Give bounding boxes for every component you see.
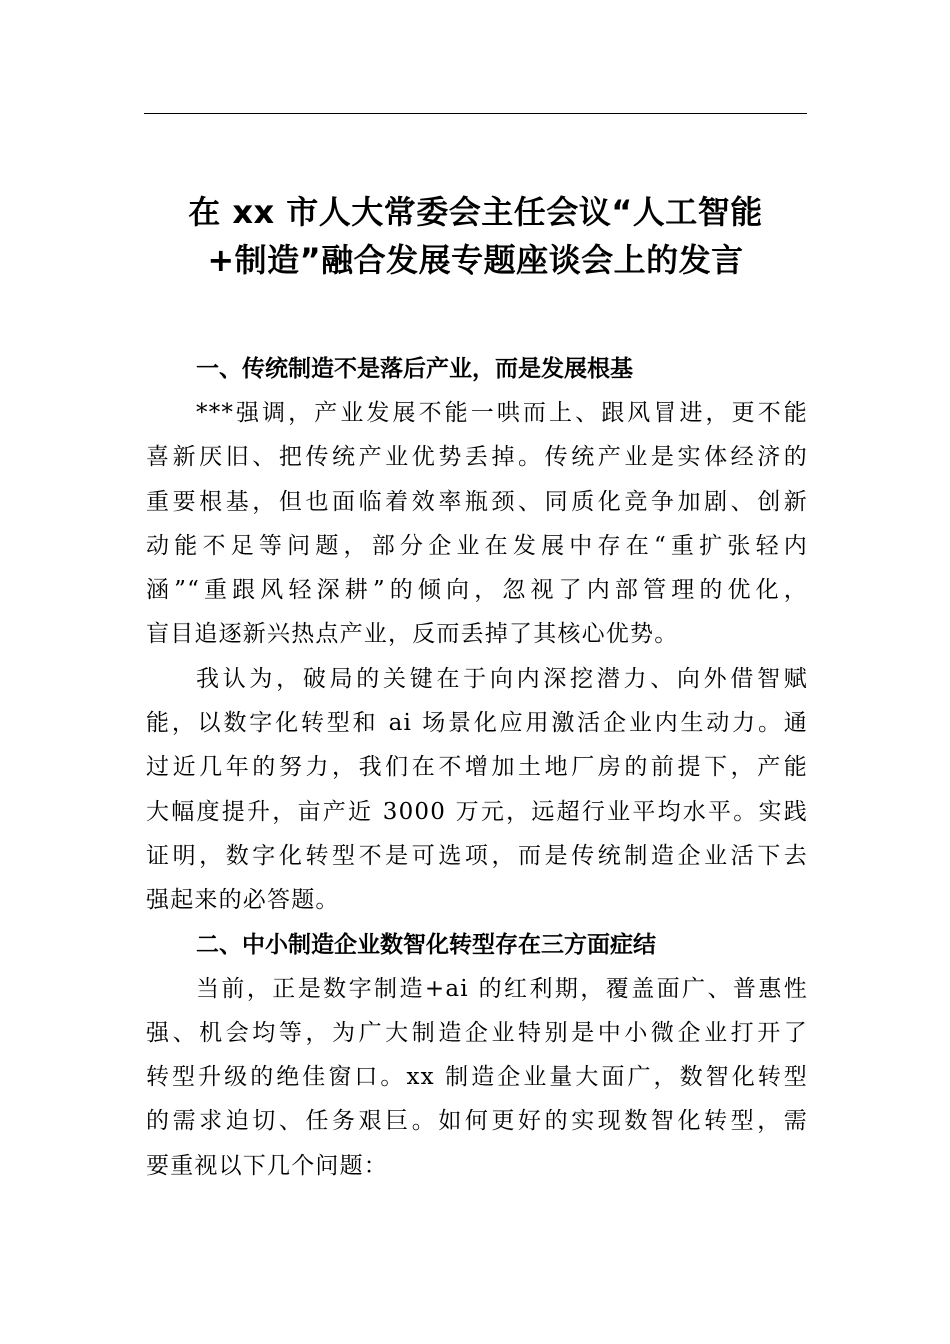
section-heading-2: 二、中小制造企业数智化转型存在三方面症结 bbox=[196, 931, 656, 958]
paragraph-line: 能，以数字化转型和 ai 场景化应用激活企业内生动力。通 bbox=[146, 710, 808, 737]
document-title bbox=[144, 188, 807, 284]
paragraph-line: 我认为，破局的关键在于向内深挖潜力、向外借智赋 bbox=[196, 665, 808, 692]
paragraph bbox=[146, 391, 808, 657]
paragraph-line: 的需求迫切、任务艰巨。如何更好的实现数智化转型，需 bbox=[146, 1108, 808, 1135]
paragraph-line: 涵”“重跟风轻深耕”的倾向，忽视了内部管理的优化， bbox=[146, 577, 808, 604]
paragraph bbox=[146, 657, 808, 923]
paragraph-line: 当前，正是数字制造+ai 的红利期，覆盖面广、普惠性 bbox=[196, 975, 808, 1002]
paragraph-line: 喜新厌旧、把传统产业优势丢掉。传统产业是实体经济的 bbox=[146, 444, 808, 471]
paragraph-line: 动能不足等问题，部分企业在发展中存在“重扩张轻内 bbox=[146, 532, 808, 559]
document-body bbox=[146, 347, 808, 1188]
paragraph bbox=[146, 967, 808, 1188]
paragraph-line: 大幅度提升，亩产近 3000 万元，远超行业平均水平。实践 bbox=[146, 798, 808, 825]
paragraph-line: ***强调，产业发展不能一哄而上、跟风冒进，更不能 bbox=[196, 400, 808, 426]
header-rule bbox=[144, 113, 807, 114]
paragraph-line: 强起来的必答题。 bbox=[146, 887, 340, 914]
paragraph-line: 证明，数字化转型不是可选项，而是传统制造企业活下去 bbox=[146, 842, 808, 869]
title-line: +制造”融合发展专题座谈会上的发言 bbox=[207, 241, 744, 279]
paragraph-line: 转型升级的绝佳窗口。xx 制造企业量大面广，数智化转型 bbox=[146, 1064, 808, 1091]
section-heading-1: 一、传统制造不是落后产业，而是发展根基 bbox=[196, 356, 633, 382]
paragraph-line: 盲目追逐新兴热点产业，反而丢掉了其核心优势。 bbox=[146, 621, 679, 648]
paragraph-line: 强、机会均等，为广大制造企业特别是中小微企业打开了 bbox=[146, 1019, 808, 1046]
paragraph-line: 过近几年的努力，我们在不增加土地厂房的前提下，产能 bbox=[146, 754, 808, 781]
paragraph-line: 要重视以下几个问题： bbox=[146, 1152, 388, 1179]
paragraph-line: 重要根基，但也面临着效率瓶颈、同质化竞争加剧、创新 bbox=[146, 488, 808, 515]
title-line: 在 xx 市人大常委会主任会议“人工智能 bbox=[188, 193, 763, 231]
